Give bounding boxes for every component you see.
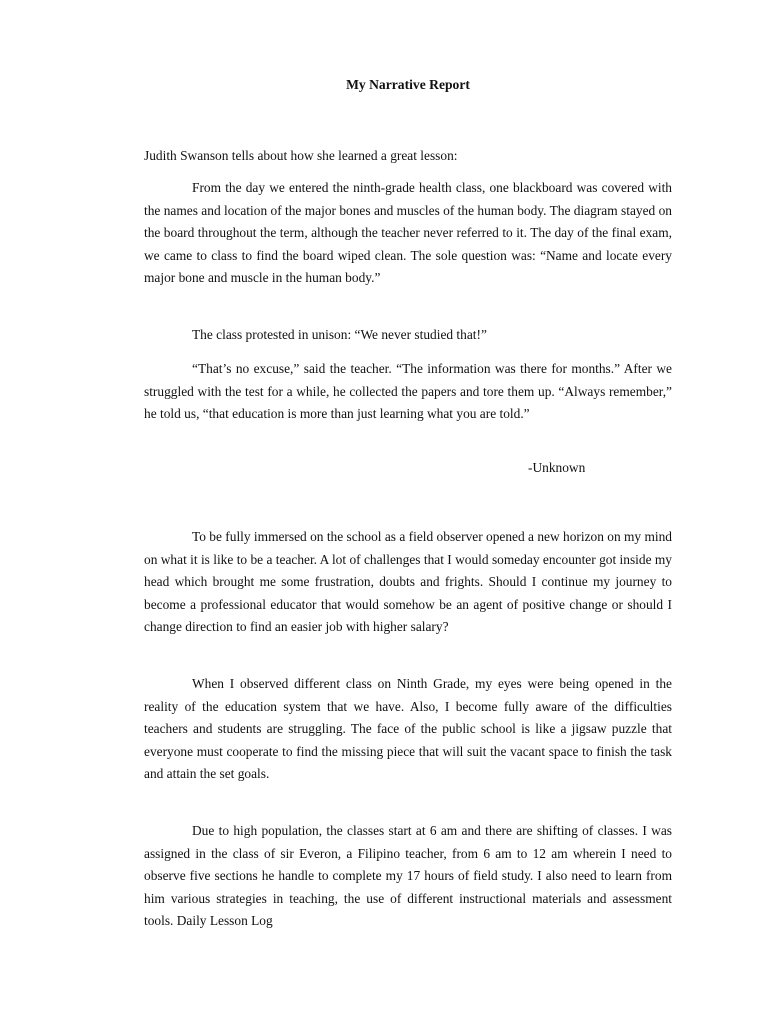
quote-attribution: -Unknown [528,460,586,475]
quote-paragraph-2: The class protested in unison: “We never studied that!” [192,327,487,342]
body-paragraph-2: When I observed different class on Ninth Grade, my eyes were being opened in the reality of the education system that we have. Also, I become fully aware of the difficulties teachers and students are struggling. The face of the public school is like a jigsaw puzzle that everyone must cooperate to find the missing piece that will suit the vacant space to finish the task and attain the set goals. [144,676,672,782]
body-paragraph-1: To be fully immersed on the school as a field observer opened a new horizon on my mind on what it is like to be a teacher. A lot of challenges that I would someday encounter got inside my head which brought me some frustration, doubts and frights. Should I continue my journey to become a professional educator that would somehow be an agent of positive change or should I change direction to find an easier job with higher salary? [144,529,672,635]
intro-line: Judith Swanson tells about how she learned a great lesson: [144,148,458,163]
quote-paragraph-1: From the day we entered the ninth-grade health class, one blackboard was covered with the names and location of the major bones and muscles of the human body. The diagram stayed on the board throughout the term, although the teacher never referred to it. The day of the final exam, we came to class to find the board wiped clean. The sole question was: “Name and locate every major bone and muscle in the human body.” [144,180,672,286]
body-paragraph-3: Due to high population, the classes start at 6 am and there are shifting of classes. I was assigned in the class of sir Everon, a Filipino teacher, from 6 am to 12 am wherein I need to observe five sections he handle to complete my 17 hours of field study. I also need to learn from him various strategies in teaching, the use of different instructional materials and assessment tools. Daily Lesson Log [144,823,672,929]
quote-paragraph-3: “That’s no excuse,” said the teacher. “The information was there for months.” After we struggled with the test for a while, he collected the papers and tore them up. “Always remember,” he told us, “that education is more than just learning what you are told.” [144,361,672,422]
document-title: My Narrative Report [346,77,470,92]
